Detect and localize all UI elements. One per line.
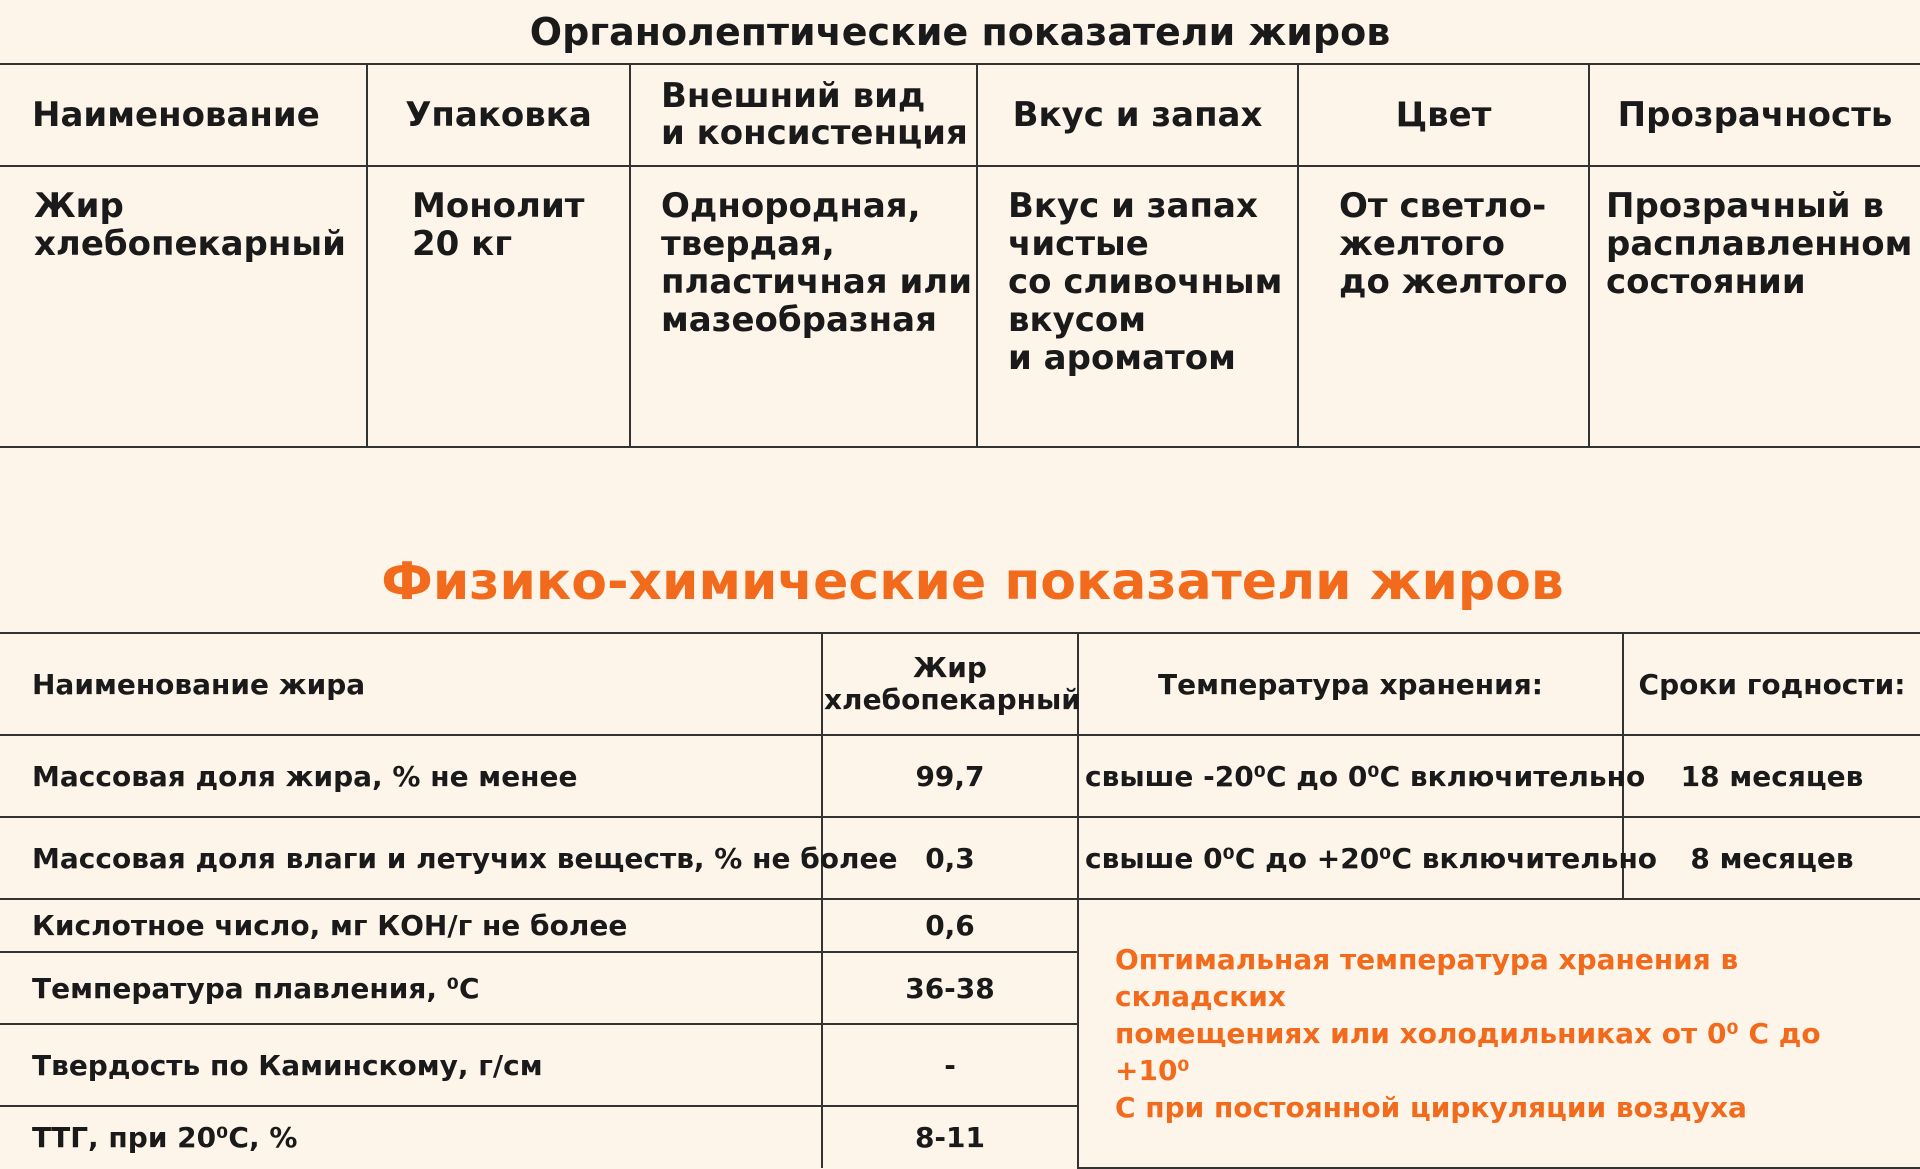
header-shelf-life: Сроки годности: <box>1623 633 1920 735</box>
organoleptic-table <box>0 0 1920 448</box>
header-color: Цвет <box>1298 64 1589 166</box>
physchem-table <box>0 632 1920 1169</box>
table-row <box>0 735 1920 817</box>
storage-term: 18 месяцев <box>1623 735 1920 817</box>
header-fat-name: Наименование жира <box>0 633 822 735</box>
row-value: - <box>822 1024 1078 1106</box>
row-name: Массовая доля жира, % не менее <box>0 735 822 817</box>
storage-temp: свыше -20⁰С до 0⁰С включительно <box>1078 735 1623 817</box>
organoleptic-title: Органолептические показатели жиров <box>0 0 1920 64</box>
header-packaging: Упаковка <box>367 64 630 166</box>
header-taste: Вкус и запах <box>977 64 1298 166</box>
table-row <box>0 817 1920 899</box>
header-transparency: Прозрачность <box>1589 64 1920 166</box>
row-value: 8-11 <box>822 1106 1078 1168</box>
row-name: Температура плавления, ⁰С <box>0 952 822 1024</box>
row-value: 36-38 <box>822 952 1078 1024</box>
row-value: 99,7 <box>822 735 1078 817</box>
row-name: ТТГ, при 20⁰С, % <box>0 1106 822 1168</box>
table-row <box>0 166 1920 447</box>
header-fat: Жир хлебопекарный <box>822 633 1078 735</box>
cell-transparency: Прозрачный в расплавленном состоянии <box>1589 166 1920 447</box>
header-storage-temp: Температура хранения: <box>1078 633 1623 735</box>
cell-packaging: Монолит 20 кг <box>367 166 630 447</box>
cell-color: От светло- желтого до желтого <box>1298 166 1589 447</box>
physchem-title: Физико-химические показатели жиров <box>381 552 1564 612</box>
storage-note: Оптимальная температура хранения в складских помещениях или холодильниках от 0⁰ С до +10⁰ С при постоянной циркуляции воздуха <box>1078 899 1920 1168</box>
row-name: Кислотное число, мг КОН/г не более <box>0 899 822 952</box>
row-name: Массовая доля влаги и летучих веществ, % не более <box>0 817 822 899</box>
header-appearance: Внешний вид и консистенция <box>630 64 977 166</box>
cell-name: Жир хлебопекарный <box>0 166 367 447</box>
cell-taste: Вкус и запах чистые со сливочным вкусом и ароматом <box>977 166 1298 447</box>
row-value: 0,3 <box>822 817 1078 899</box>
row-value: 0,6 <box>822 899 1078 952</box>
row-name: Твердость по Каминскому, г/см <box>0 1024 822 1106</box>
storage-term: 8 месяцев <box>1623 817 1920 899</box>
header-name: Наименование <box>0 64 367 166</box>
table-row <box>0 899 1920 952</box>
storage-temp: свыше 0⁰С до +20⁰С включительно <box>1078 817 1623 899</box>
cell-appearance: Однородная, твердая, пластичная или мазеобразная <box>630 166 977 447</box>
